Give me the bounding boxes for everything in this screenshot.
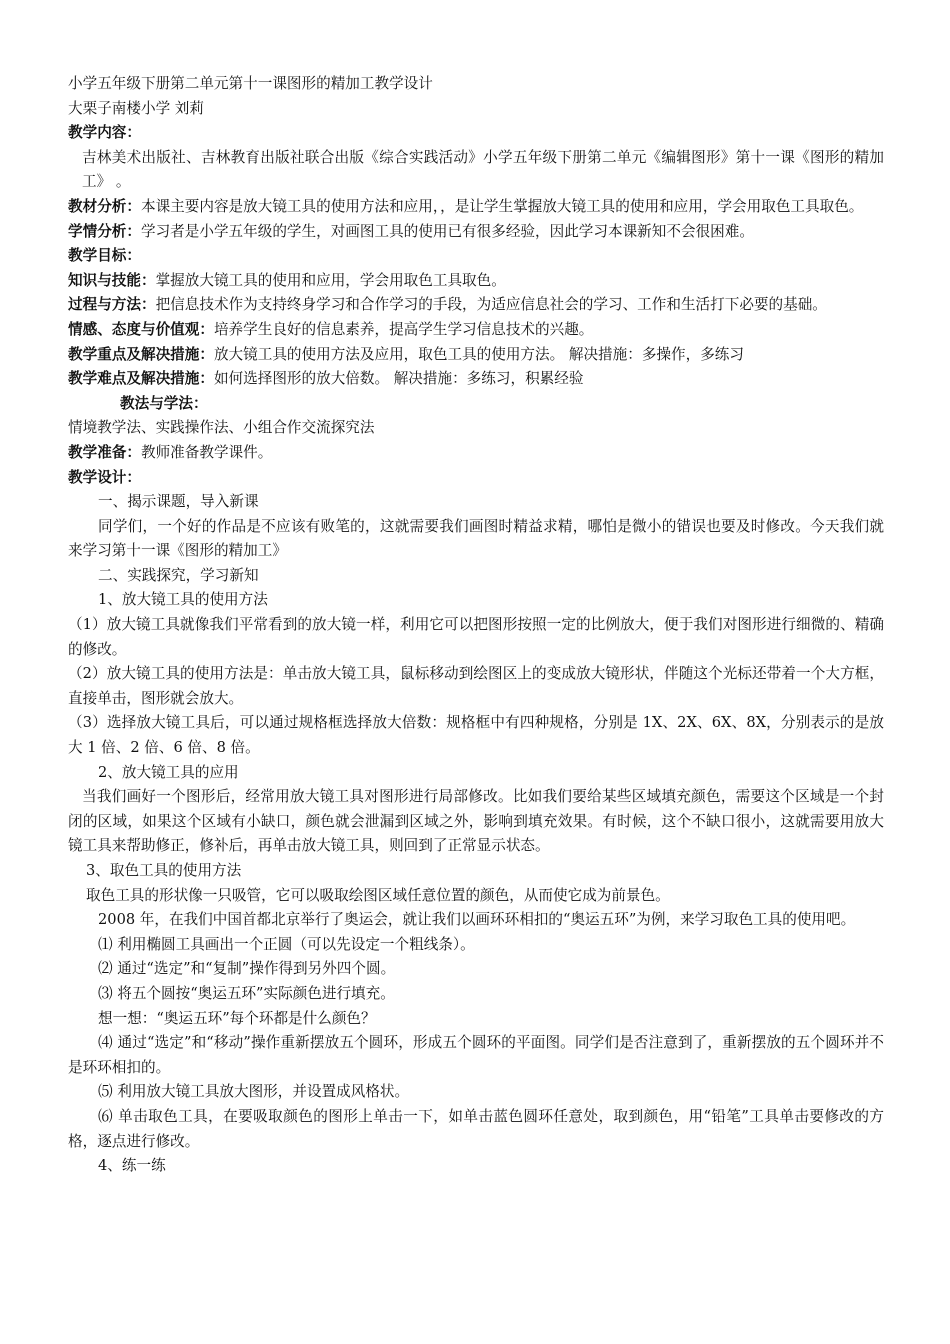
step-3: ⑶ 将五个圆按“奥运五环”实际颜色进行填充。 — [98, 984, 395, 1002]
emotion-label: 情感、态度与价值观： — [68, 320, 214, 338]
keypoint-text: 放大镜工具的使用方法及应用，取色工具的使用方法。 解决措施：多操作，多练习 — [213, 345, 744, 363]
prep-text: 教师准备教学课件。 — [140, 443, 273, 461]
material-text: 本课主要内容是放大镜工具的使用方法和应用，，是让学生掌握放大镜工具的使用和应用，学会用取色工具取色。 — [140, 197, 864, 215]
step-5: ⑸ 利用放大镜工具放大图形，并设置成风格状。 — [98, 1083, 410, 1101]
emotion-text: 培养学生良好的信息素养，提高学生学习信息技术的兴趣。 — [213, 320, 594, 338]
process-paragraph — [68, 293, 884, 318]
material-paragraph — [68, 195, 884, 220]
step-2: ⑵ 通过“选定”和“复制”操作得到另外四个圆。 — [98, 960, 396, 978]
step-6: ⑹ 单击取色工具，在要吸取颜色的图形上单击一下，如单击蓝色圆环任意处，取到颜色，用“铅笔”工具单击要修改的方格，逐点进行修改。 — [68, 1107, 884, 1150]
learner-paragraph — [68, 220, 884, 245]
author-line: 大栗子南楼小学 刘莉 — [68, 99, 204, 117]
list-item-2-1-a: （1）放大镜工具就像我们平常看到的放大镜一样，利用它可以把图形按照一定的比例放大，便于我们对图形进行细微的、精确的修改。 — [68, 616, 884, 658]
keypoint-paragraph — [68, 343, 884, 368]
goals-heading: 教学目标： — [68, 247, 141, 265]
learner-label: 学情分析： — [68, 222, 141, 240]
content-heading: 教学内容： — [68, 124, 141, 142]
subsection-2-3-heading: 3、取色工具的使用方法 — [86, 862, 242, 879]
think-question: 想一想：“奥运五环”每个环都是什么颜色？ — [98, 1009, 376, 1027]
list-item-2-1-b: （2）放大镜工具的使用方法是：单击放大镜工具，鼠标移动到绘图区上的变成放大镜形状，伴随这个光标还带着一个大方框，直接单击，图形就会放大。 — [68, 665, 884, 707]
subsection-2-2-paragraph: 当我们画好一个图形后，经常用放大镜工具对图形进行局部修改。比如我们要给某些区域填充颜色，需要这个区域是一个封闭的区域，如果这个区域有小缺口，颜色就会泄漏到区域之外，影响到填充效果。有时候，这个不缺口很小，这就需要用放大镜工具来帮助修正，修补后，再单击放大镜工具，则回到了正常显示状态。 — [68, 788, 884, 855]
material-label: 教材分析： — [68, 197, 141, 215]
subsection-2-2-heading: 2、放大镜工具的应用 — [98, 763, 239, 781]
method-heading: 教法与学法： — [120, 394, 208, 412]
learner-text: 学习者是小学五年级的学生，对画图工具的使用已有很多经验，因此学习本课新知不会很困难。 — [140, 222, 754, 240]
prep-paragraph — [68, 441, 884, 466]
difficulty-paragraph — [68, 367, 884, 392]
difficulty-text: 如何选择图形的放大倍数。 解决措施：多练习，积累经验 — [213, 370, 584, 388]
method-paragraph: 情境教学法、实践操作法、小组合作交流探究法 — [68, 419, 375, 437]
knowledge-text: 掌握放大镜工具的使用和应用，学会用取色工具取色。 — [155, 271, 506, 289]
subsection-2-3-paragraph: 取色工具的形状像一只吸管，它可以吸取绘图区域任意位置的颜色，从而使它成为前景色。 — [86, 886, 670, 904]
knowledge-paragraph — [68, 269, 884, 294]
olympic-paragraph: 2008 年，在我们中国首都北京举行了奥运会，就让我们以画环环相扣的“奥运五环”为例，来学习取色工具的使用吧。 — [98, 911, 856, 929]
section-2-heading: 二、实践探究，学习新知 — [98, 566, 259, 584]
list-item-2-1-c: （3）选择放大镜工具后，可以通过规格框选择放大倍数：规格框中有四种规格，分别是 1X、2X、6X、8X，分别表示的是放大 1 倍、2 倍、6 倍、8 倍。 — [68, 714, 884, 757]
section-1-heading: 一、揭示课题，导入新课 — [98, 493, 259, 511]
design-heading: 教学设计： — [68, 468, 141, 486]
subsection-2-4-heading: 4、练一练 — [98, 1157, 166, 1175]
document-title: 小学五年级下册第二单元第十一课图形的精加工教学设计 — [68, 75, 433, 92]
prep-label: 教学准备： — [68, 443, 141, 461]
content-paragraph: 吉林美术出版社、吉林教育出版社联合出版《综合实践活动》小学五年级下册第二单元《编辑图形》第十一课《图形的精加工》 。 — [82, 148, 884, 191]
section-1-paragraph: 同学们，一个好的作品是不应该有败笔的，这就需要我们画图时精益求精，哪怕是微小的错误也要及时修改。今天我们就来学习第十一课《图形的精加工》 — [68, 517, 884, 560]
process-text: 把信息技术作为支持终身学习和合作学习的手段，为适应信息社会的学习、工作和生活打下必要的基础。 — [155, 296, 827, 314]
knowledge-label: 知识与技能： — [68, 271, 156, 289]
document-page — [68, 72, 884, 1179]
difficulty-label: 教学难点及解决措施： — [68, 370, 214, 388]
subsection-2-1-heading: 1、放大镜工具的使用方法 — [98, 591, 268, 609]
emotion-paragraph — [68, 318, 884, 343]
step-4: ⑷ 通过“选定”和“移动”操作重新摆放五个圆环，形成五个圆环的平面图。同学们是否注意到了，重新摆放的五个圆环并不是环环相扣的。 — [68, 1034, 884, 1076]
process-label: 过程与方法： — [68, 296, 156, 314]
keypoint-label: 教学重点及解决措施： — [68, 345, 214, 363]
step-1: ⑴ 利用椭圆工具画出一个正圆（可以先设定一个粗线条）。 — [98, 935, 475, 953]
